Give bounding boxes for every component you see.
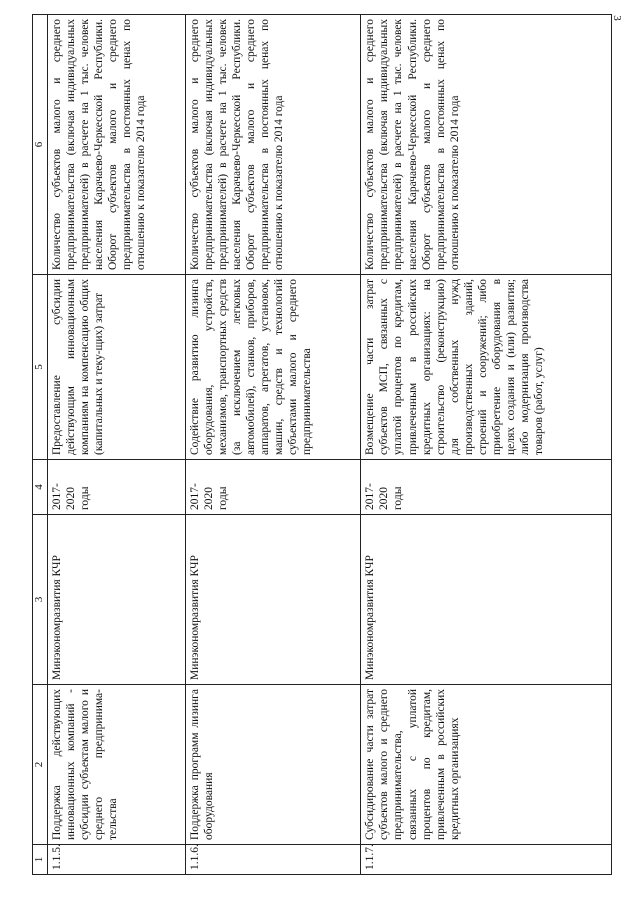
- executor: Минэкономразвития КЧР: [185, 515, 360, 685]
- table-row: [48, 15, 186, 875]
- row-number: 1.1.5.: [48, 845, 186, 875]
- header-col-5: 5: [33, 275, 48, 460]
- row-number: 1.1.7.: [361, 845, 612, 875]
- header-col-4: 4: [33, 460, 48, 515]
- period: 2017-2020 годы: [185, 460, 360, 515]
- measure-name: Поддержка программ лизинга оборудования: [185, 685, 360, 845]
- table-header-row: [33, 15, 48, 875]
- header-col-1: 1: [33, 845, 48, 875]
- header-col-2: 2: [33, 685, 48, 845]
- measures-description: Содействие развитию лизинга оборудования, устройств, механизмов, транспортных средств (за исключением легковых автомобилей), станков, приборов, аппаратов, агрегатов, установок, машин, средств и технологий субъектами малого и среднего предпринимательства: [185, 275, 360, 460]
- period: 2017-2020 годы: [361, 460, 612, 515]
- table-row: [361, 15, 612, 875]
- rotated-table-container: [32, 15, 612, 875]
- measures-description: Возмещение части затрат субъектов МСП, связанных с уплатой процентов по кредитам, привлеченным в российских кредитных организациях: на строительство (реконструкцию) для собственных нужд производственных зданий, строений и сооружений; либо приобретение оборудования в целях создания и (или) развития; либо модернизация производства товаров (работ, услуг): [361, 275, 612, 460]
- executor: Минэкономразвития КЧР: [361, 515, 612, 685]
- table-row: [185, 15, 360, 875]
- row-number: 1.1.6.: [185, 845, 360, 875]
- indicators: Количество субъектов малого и среднего предпринимательства (включая индивидуальных предпринимателей) в расчете на 1 тыс. человек населения Карачаево-Черкесской Республики. Оборот субъектов малого и среднего предпринимательства в постоянных ценах по отношению к показателю 2014 года: [48, 15, 186, 275]
- program-measures-table: [32, 14, 612, 875]
- measures-description: Предоставление субсидии действующим инновационным компаниям на компенсацию общих (капитальных и теку-щих) затрат: [48, 275, 186, 460]
- indicators: Количество субъектов малого и среднего предпринимательства (включая индивидуальных предпринимателей) в расчете на 1 тыс. человек населения Карачаево-Черкесской Республики. Оборот субъектов малого и среднего предпринимательства в постоянных ценах по отношению к показателю 2014 года: [361, 15, 612, 275]
- header-col-6: 6: [33, 15, 48, 275]
- indicators: Количество субъектов малого и среднего предпринимательства (включая индивидуальных предпринимателей) в расчете на 1 тыс. человек населения Карачаево-Черкесской Республики. Оборот субъектов малого и среднего предпринимательства в постоянных ценах по отношению к показателю 2014 года: [185, 15, 360, 275]
- measure-name: Субсидирование части затрат субъектов малого и среднего предпринимательства, связанных с уплатой процентов по кредитам, привлеченным в российских кредитных организациях: [361, 685, 612, 845]
- period: 2017-2020 годы: [48, 460, 186, 515]
- executor: Минэкономразвития КЧР: [48, 515, 186, 685]
- header-col-3: 3: [33, 515, 48, 685]
- page-number: 3: [610, 15, 623, 21]
- measure-name: Поддержка действующих инновационных компаний - субсидии субъектам малого и среднего предпринима-тельства: [48, 685, 186, 845]
